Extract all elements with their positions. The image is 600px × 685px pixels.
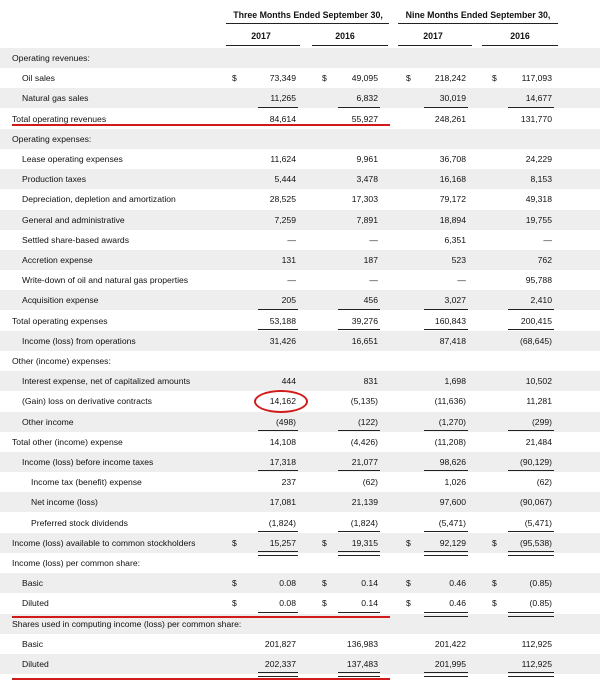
table-row [0,88,600,108]
value-cell: 95,788 [525,275,552,286]
header-rule [226,23,389,24]
value-cell: 0.08 [279,578,296,589]
table-row [0,250,600,270]
value-cell: 7,259 [274,214,296,225]
row-label: Total other (income) expense [12,436,123,447]
value-cell: 523 [451,255,466,265]
table-row [0,230,600,250]
value-cell: 30,019 [439,93,466,104]
value-cell: 36,708 [439,154,466,164]
table-row [0,634,600,654]
table-row [0,573,600,593]
value-cell: 19,755 [525,214,552,225]
value-cell: 831 [363,376,378,387]
table-row [0,371,600,391]
row-label: Acquisition expense [22,295,99,306]
currency-symbol: $ [406,537,411,548]
total-rule [508,551,554,556]
table-row [0,351,600,371]
total-rule [338,309,380,310]
value-cell: 136,983 [346,638,378,649]
table-row [0,129,600,149]
value-cell: (62) [362,477,378,488]
row-label: Basic [22,638,44,649]
value-cell: (95,538) [519,537,552,548]
value-cell: (122) [357,416,378,427]
total-rule [258,107,298,108]
value-cell: 79,172 [439,194,466,205]
total-rule [424,107,468,108]
year-header: 2016 [335,31,355,41]
value-cell: 31,426 [269,335,296,346]
total-rule [508,430,554,431]
row-label: Shares used in computing income (loss) per common share: [12,618,242,629]
value-cell: 11,624 [270,154,296,164]
header-rule [398,23,558,24]
table-row [0,533,600,553]
value-cell: (0.85) [529,598,552,609]
total-rule [258,309,298,310]
currency-symbol: $ [322,578,327,589]
value-cell: 55,927 [351,113,378,124]
table-row [0,149,600,169]
table-row [0,472,600,492]
value-cell: 9,961 [356,154,378,164]
total-rule [508,672,554,677]
table-row [0,189,600,209]
table-row [0,654,600,674]
row-label: Operating expenses: [12,133,92,144]
value-cell: 21,484 [525,436,552,447]
row-label: Diluted [22,659,49,669]
currency-symbol: $ [492,598,497,609]
value-cell: 53,188 [269,315,296,326]
annotation-underline-diluted-shares [12,678,390,680]
table-row [0,432,600,452]
total-rule [258,551,298,556]
table-row [0,553,600,573]
currency-symbol: $ [322,73,327,84]
value-cell: — [457,275,466,286]
currency-symbol: $ [232,73,237,84]
value-cell: 3,027 [444,295,466,306]
total-rule [508,329,554,330]
value-cell: 49,318 [525,194,552,205]
total-rule [424,551,468,556]
total-rule [508,531,554,532]
value-cell: 160,843 [434,315,466,326]
value-cell: 131,770 [520,113,552,124]
total-rule [258,672,298,677]
value-cell: (11,636) [434,396,466,407]
currency-symbol: $ [232,537,237,548]
value-cell: 5,444 [274,174,296,185]
value-cell: 10,502 [525,376,552,387]
value-cell: 187 [363,255,378,265]
row-label: Accretion expense [22,255,93,265]
row-label: Operating revenues: [12,53,90,63]
value-cell: 39,276 [351,315,378,326]
table-row [0,270,600,290]
row-label: Diluted [22,598,49,609]
value-cell: 11,265 [270,93,296,104]
row-label: Write-down of oil and natural gas properties [22,275,189,286]
value-cell: 17,081 [269,497,296,508]
value-cell: 21,139 [351,497,378,508]
table-row [0,331,600,351]
value-cell: (498) [275,416,296,427]
value-cell: 2,410 [530,295,552,306]
value-cell: 14,108 [269,436,296,447]
header-nine-months: Nine Months Ended September 30, [405,10,551,20]
row-label: Production taxes [22,174,87,185]
value-cell: 17,303 [351,194,378,205]
currency-symbol: $ [232,578,237,589]
value-cell: (1,824) [268,517,296,528]
value-cell: 0.46 [449,578,466,589]
total-rule [258,430,298,431]
table-row [0,311,600,331]
currency-symbol: $ [492,537,497,548]
value-cell: 92,129 [439,537,466,548]
total-rule [424,672,468,677]
value-cell: (90,067) [519,497,552,508]
value-cell: 117,093 [521,73,552,84]
total-rule [258,329,298,330]
table-row [0,412,600,432]
row-label: Interest expense, net of capitalized amounts [22,376,191,387]
currency-symbol: $ [232,598,237,609]
total-rule [508,309,554,310]
value-cell: 200,415 [520,315,552,326]
value-cell: 14,677 [525,93,552,104]
row-label: Depreciation, depletion and amortization [22,194,176,205]
value-cell: 1,026 [444,477,466,488]
row-label: Total operating revenues [12,113,107,124]
table-row [0,169,600,189]
value-cell: 17,318 [269,457,296,467]
value-cell: 248,261 [434,113,466,124]
value-cell: 19,315 [351,537,378,548]
value-cell: 24,229 [525,154,552,164]
row-label: Natural gas sales [22,93,89,104]
value-cell: (5,471) [524,517,552,528]
value-cell: 205 [281,295,296,306]
value-cell: (5,471) [438,517,466,528]
value-cell: (4,426) [350,436,378,447]
value-cell: 28,525 [269,194,296,205]
table-row [0,492,600,512]
value-cell: 0.14 [361,598,378,609]
row-label: Basic [22,578,44,589]
row-label: Income (loss) from operations [22,335,136,346]
total-rule [424,309,468,310]
row-label: (Gain) loss on derivative contracts [22,396,152,407]
value-cell: 49,095 [351,73,378,84]
table-row [0,210,600,230]
value-cell: (0.85) [529,578,552,589]
value-cell: 97,600 [439,497,466,508]
year-header: 2016 [510,31,530,41]
header-rule [226,45,300,46]
table-row [0,290,600,310]
row-label: Income (loss) per common share: [12,558,140,568]
value-cell: 131 [281,255,296,265]
value-cell: 444 [281,376,296,387]
row-label: General and administrative [22,214,125,225]
value-cell: 0.46 [449,598,466,609]
value-cell: 0.14 [361,578,378,589]
annotation-underline-total-revenues [12,124,390,126]
value-cell: 202,337 [264,659,296,669]
year-header: 2017 [423,31,443,41]
row-label: Settled share-based awards [22,234,130,245]
total-rule [508,612,554,617]
header-rule [482,45,558,46]
header-three-months: Three Months Ended September 30, [233,10,383,20]
header-rule [398,45,472,46]
annotation-circle-derivative-loss [254,390,308,413]
year-header: 2017 [251,31,271,41]
value-cell: 112,925 [521,638,552,649]
total-rule [338,107,380,108]
value-cell: 87,418 [439,335,466,346]
value-cell: 73,349 [269,73,296,84]
value-cell: (5,135) [350,396,378,407]
value-cell: 0.08 [279,598,296,609]
value-cell: (11,208) [434,436,466,447]
value-cell: 7,891 [356,214,378,225]
total-rule [258,531,298,532]
total-rule [338,470,380,471]
value-cell: 1,698 [444,376,466,387]
value-cell: — [287,275,296,286]
currency-symbol: $ [406,598,411,609]
total-rule [424,531,468,532]
row-label: Other income [22,416,74,427]
value-cell: 112,925 [521,659,552,669]
value-cell: 8,153 [530,174,552,185]
value-cell: 237 [281,477,296,488]
row-label: Net income (loss) [31,497,98,508]
total-rule [338,329,380,330]
total-rule [338,430,380,431]
value-cell: 84,614 [269,113,296,124]
total-rule [258,470,298,471]
value-cell: 762 [537,255,552,265]
row-label: Preferred stock dividends [31,517,128,528]
value-cell: (90,129) [519,457,552,467]
total-rule [424,430,468,431]
table-row [0,593,600,613]
value-cell: 98,626 [439,457,466,467]
total-rule [338,551,380,556]
value-cell: (1,824) [350,517,378,528]
value-cell: 16,651 [351,335,378,346]
header-rule [312,45,388,46]
currency-symbol: $ [322,537,327,548]
value-cell: 6,832 [356,93,378,104]
total-rule [424,329,468,330]
row-label: Income (loss) before income taxes [22,457,154,467]
table-row [0,452,600,472]
value-cell: 18,894 [439,214,466,225]
row-label: Other (income) expenses: [12,356,111,366]
value-cell: 201,827 [264,638,296,649]
value-cell: (62) [536,477,552,488]
row-label: Income (loss) available to common stockholders [12,537,196,548]
value-cell: 15,257 [269,537,296,548]
value-cell: 456 [363,295,378,306]
total-rule [508,470,554,471]
value-cell: 21,077 [351,457,378,467]
value-cell: 137,483 [346,659,378,669]
table-row [0,48,600,68]
currency-symbol: $ [406,73,411,84]
value-cell: — [543,234,552,245]
table-row [0,68,600,88]
value-cell: 6,351 [444,234,466,245]
total-rule [424,612,468,617]
value-cell: 201,995 [434,659,466,669]
value-cell: — [369,275,378,286]
value-cell: — [287,234,296,245]
annotation-underline-diluted-eps [12,616,390,618]
total-rule [424,470,468,471]
currency-symbol: $ [492,73,497,84]
value-cell: (1,270) [438,416,466,427]
row-label: Income tax (benefit) expense [31,477,142,488]
value-cell: 14,162 [269,396,296,407]
row-label: Lease operating expenses [22,154,123,164]
row-label: Total operating expenses [12,315,108,326]
total-rule [338,531,380,532]
value-cell: 201,422 [434,638,466,649]
total-rule [508,107,554,108]
currency-symbol: $ [322,598,327,609]
value-cell: 16,168 [439,174,466,185]
table-row [0,513,600,533]
currency-symbol: $ [492,578,497,589]
value-cell: — [369,234,378,245]
value-cell: (68,645) [519,335,552,346]
value-cell: 11,281 [526,396,552,407]
value-cell: 218,242 [434,73,466,84]
value-cell: (299) [531,416,552,427]
total-rule [338,672,380,677]
currency-symbol: $ [406,578,411,589]
row-label: Oil sales [22,73,55,84]
value-cell: 3,478 [356,174,378,185]
